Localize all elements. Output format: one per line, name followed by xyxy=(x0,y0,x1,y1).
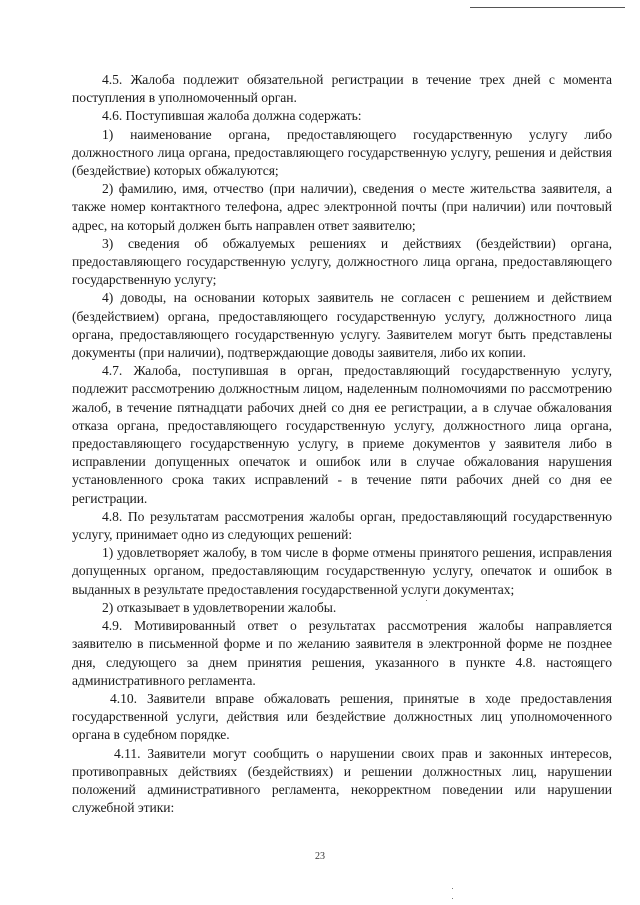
scan-speck xyxy=(452,898,453,899)
paragraph-4-11: 4.11. Заявители могут сообщить о нарушении своих прав и законных интересов, противоправных действиях (бездействиях) и решении должностных лиц, нарушении положений административного регламента, некорректном поведении или нарушении служебной этики: xyxy=(72,745,612,816)
top-scan-line xyxy=(470,7,625,8)
paragraph-4-10: 4.10. Заявители вправе обжаловать решения, принятые в ходе предоставления государственной услуги, действия или бездействие должностных лиц уполномоченного органа в судебном порядке. xyxy=(72,690,612,743)
scan-speck xyxy=(452,888,453,889)
page-number: 23 xyxy=(315,851,325,862)
paragraph-4-6-item-1: 1) наименование органа, предоставляющего государственную услугу либо должностного лица органа, предоставляющего государственную услугу, решения и действия (бездействие) которых обжалуются; xyxy=(72,126,612,179)
paragraph-4-6-item-3: 3) сведения об обжалуемых решениях и действиях (бездействии) органа, предоставляющего государственную услугу, должностного лица органа, предоставляющего государственную услугу; xyxy=(72,235,612,288)
paragraph-4-8-item-1: 1) удовлетворяет жалобу, в том числе в форме отмены принятого решения, исправления допущенных органом, предоставляющим государственную услугу, опечаток и ошибок в выданных в результате предоставления государственной услуги документах; xyxy=(72,545,612,597)
paragraph-4-9: 4.9. Мотивированный ответ о результатах рассмотрения жалобы направляется заявителю в письменной форме и по желанию заявителя в электронной форме не позднее дня, следующего за днем принятия решения, указанного в пункте 4.8. настоящего административного регламента. xyxy=(72,618,612,688)
paragraph-4-8: 4.8. По результатам рассмотрения жалобы орган, предоставляющий государственную услугу, принимает одно из следующих решений: xyxy=(72,508,612,543)
paragraph-4-7: 4.7. Жалоба, поступившая в орган, предоставляющий государственную услугу, подлежит рассмотрению должностным лицом, наделенным полномочиями по рассмотрению жалоб, в течение пятнадцати рабочих дней со дня ее регистрации, а в случае обжалования отказа органа, предоставляющего государственную услугу, должностного лица органа, предоставляющего государственную услугу, в приеме документов у заявителя либо в исправлении допущенных опечаток и ошибок или в случае обжалования нарушения установленного срока таких исправлений - в течение пяти рабочих дней со дня ее регистрации. xyxy=(72,363,612,506)
paragraph-4-6: 4.6. Поступившая жалоба должна содержать: xyxy=(102,108,362,124)
paragraph-4-6-item-4: 4) доводы, на основании которых заявитель не согласен с решением и действием (бездействием) органа, предоставляющего государственную услугу, должностного лица органа, предоставляющего государственную услугу. Заявителем могут быть представлены документы (при наличии), подтверждающие доводы заявителя, либо их копии. xyxy=(72,290,612,361)
document-body xyxy=(72,71,612,817)
paragraph-4-5: 4.5. Жалоба подлежит обязательной регистрации в течение трех дней с момента поступления в уполномоченный орган. xyxy=(72,72,612,106)
paragraph-4-8-item-2: 2) отказывает в удовлетворении жалобы. xyxy=(102,599,337,615)
scan-speck xyxy=(426,600,427,601)
paragraph-4-6-item-2: 2) фамилию, имя, отчество (при наличии), сведения о месте жительства заявителя, а также номер контактного телефона, адрес электронной почты (при наличии) или почтовый адрес, на который должен быть направлен ответ заявителю; xyxy=(72,181,612,233)
